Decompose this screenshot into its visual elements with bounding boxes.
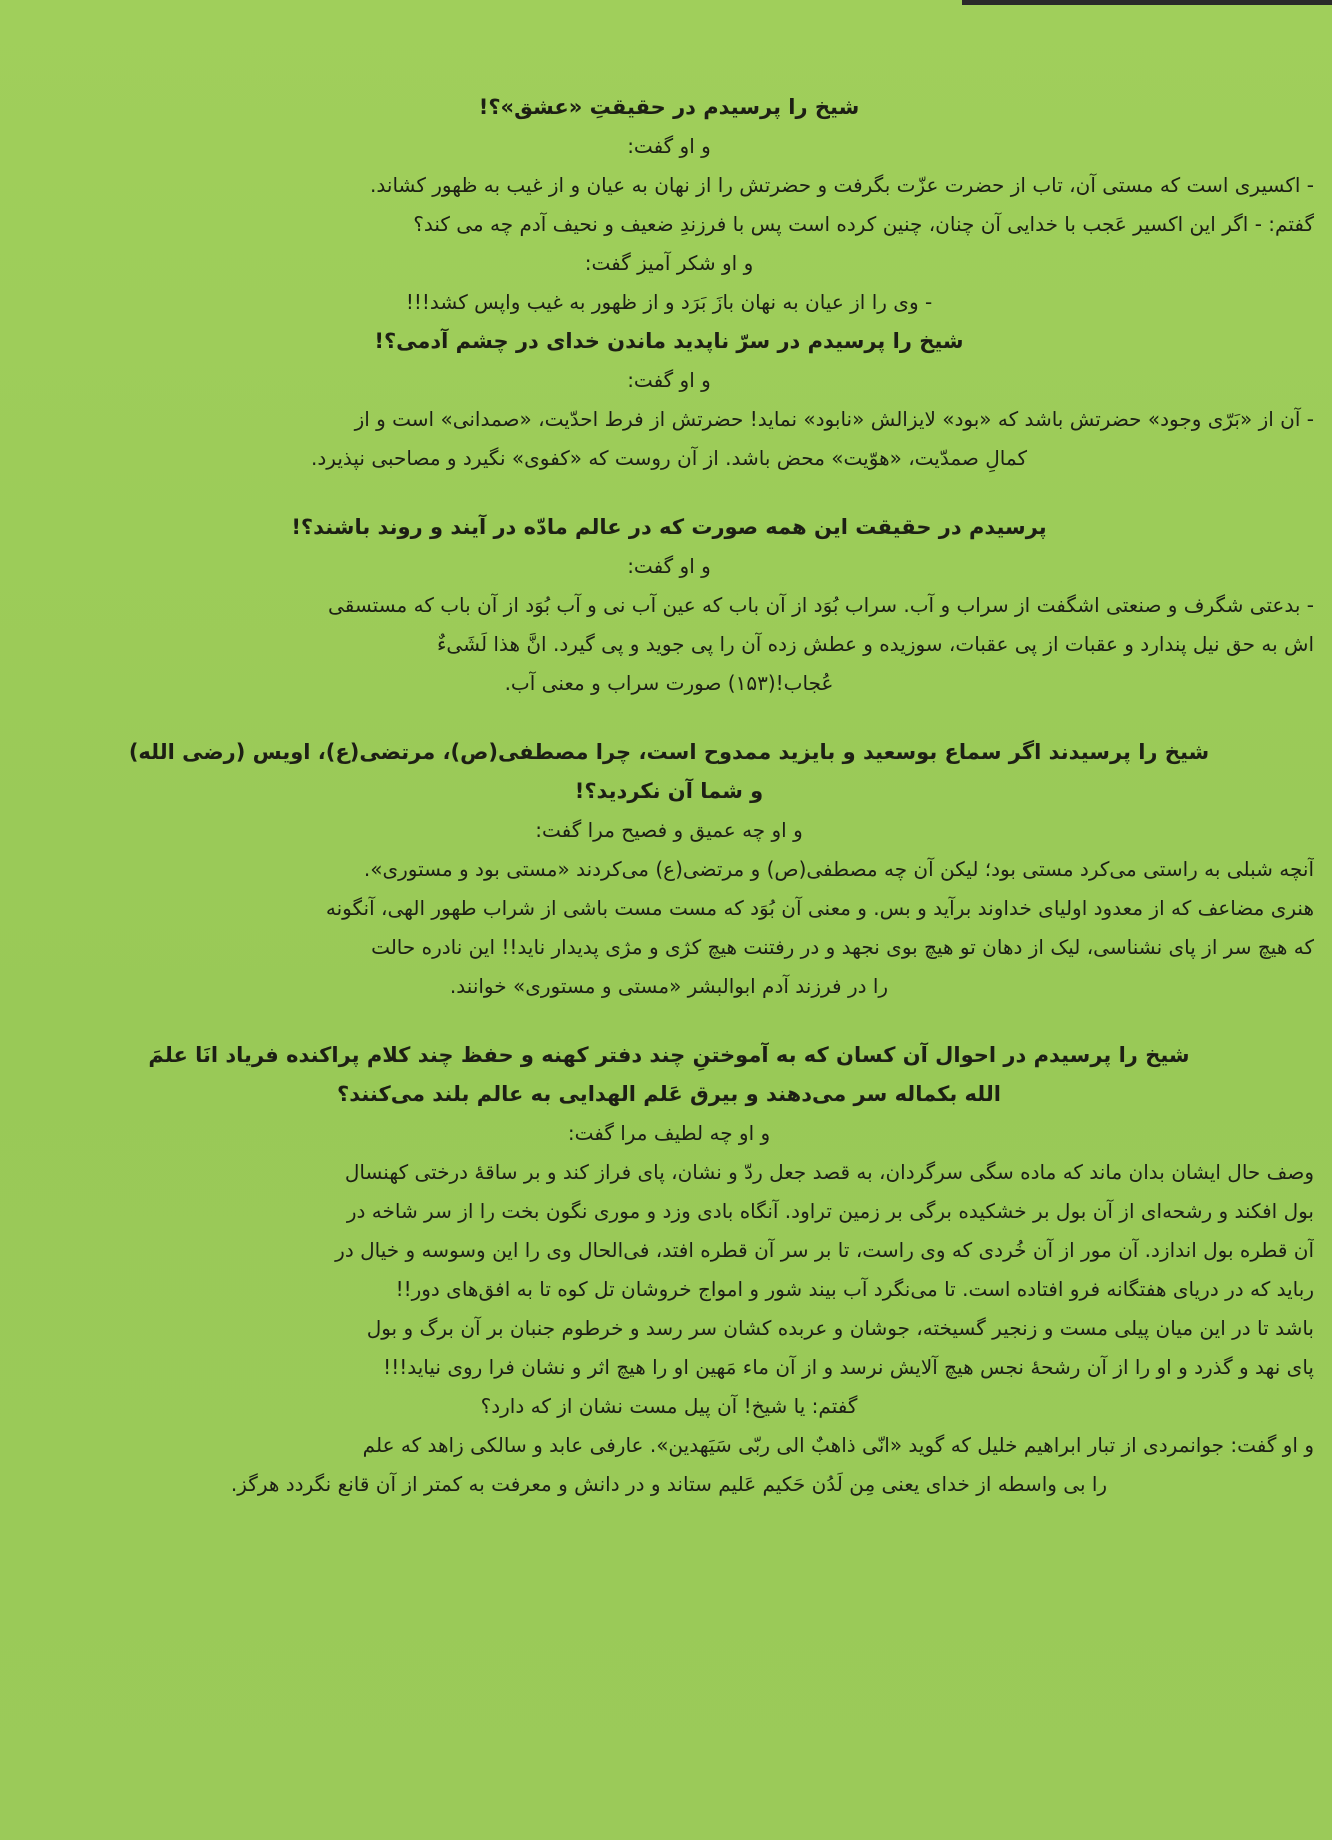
section-heading: و شما آن نکردید؟! (574, 779, 764, 803)
paragraph-line: بول افکند و رشحه‌ای از آن بول بر خشکیده برگی بر زمین تراود. آنگاه بادی وزد و موری نگون بخت را از سر شاخه در (346, 1199, 1314, 1223)
section-hidden-god (24, 322, 1314, 478)
paragraph-line: - اکسیری است که مستی آن، تاب از حضرت عزّت بگرفت و حضرتش را از نهان به عیان و از غیب به ظهور کشاند. (370, 173, 1314, 197)
paragraph-line: و او گفت: جوانمردی از تبار ابراهیم خلیل که گوید «انّی ذاهبٌ الی ربّی سَیَهدین». عارفی عابد و سالکی زاهد که علم (362, 1433, 1314, 1457)
paragraph-line: عُجاب!(۱۵۳) صورت سراب و معنی آب. (504, 671, 834, 695)
paragraph-line: که هیچ سر از پای نشناسی، لیک از دهان تو هیچ بوی نجهد و در رفتنت هیچ کژی و مژی پدیدار ناید!! این نادره حالت (371, 935, 1314, 959)
paragraph-line: وصف حال ایشان بدان ماند که ماده سگی سرگردان، به قصد جعل ردّ و نشان، پای فراز کند و بر ساقهٔ درختی کهنسال (344, 1160, 1314, 1184)
paragraph-line: رباید که در دریای هفتگانه فرو افتاده است. تا می‌نگرد آب بیند شور و امواج خروشان تل کوه تا به افق‌های دور!! (395, 1277, 1314, 1301)
paragraph-line: گفتم: - اگر این اکسیر عَجب با خدایی آن چنان، چنین کرده است پس با فرزندِ ضعیف و نحیف آدم چه می کند؟ (413, 212, 1314, 236)
section-heading: شیخ را پرسیدم در سرّ ناپدید ماندن خدای در چشم آدمی؟! (374, 329, 964, 353)
section-heading: شیخ را پرسیدم در حقیقتِ «عشق»؟! (478, 95, 860, 119)
speaker-line: و او گفت: (627, 368, 711, 392)
speaker-line: و او گفت: (627, 554, 711, 578)
speaker-line: و او چه عمیق و فصیح مرا گفت: (535, 818, 803, 842)
section-sama (24, 733, 1314, 1006)
section-heading: شیخ را پرسیدند اگر سماع بوسعید و بایزید ممدوح است، چرا مصطفی(ص)، مرتضی(ع)، اویس (رضی الله) (128, 740, 1210, 764)
paragraph-line: آن قطره بول اندازد. آن مور از آن خُردی که وی راست، تا بر سر آن قطره افتد، فی‌الحال وی را این وسوسه و خیال در (335, 1238, 1314, 1262)
paragraph-line: - آن از «بَرّی وجود» حضرتش باشد که «بود» لایزالش «نابود» نماید! حضرتش از فرط احدّیت، «صمدانی» است و از (354, 407, 1314, 431)
paragraph-line: را در فرزند آدم ابوالبشر «مستی و مستوری» خوانند. (449, 974, 889, 998)
section-scholars (24, 1036, 1314, 1504)
paragraph-line: اش به حق نیل پندارد و عقبات از پی عقبات، سوزیده و عطش زده آن را پی جوید و پی گیرد. انَّ هذا لَشَیءٌ (437, 632, 1314, 656)
section-heading: شیخ را پرسیدم در احوال آن کسان که به آموختنِ چند دفتر کهنه و حفظ چند کلام پراکنده فریاد انَا علمَ (148, 1043, 1190, 1067)
section-mirage (24, 508, 1314, 703)
text-body (24, 88, 1314, 1504)
speaker-line: و او چه لطیف مرا گفت: (567, 1121, 771, 1145)
section-love (24, 88, 1314, 322)
paragraph-line: باشد تا در این میان پیلی مست و زنجیر گسیخته، جوشان و عربده کشان سر رسد و خرطوم جنبان بر آن برگ و بول (366, 1316, 1314, 1340)
section-gap (24, 478, 1314, 508)
section-gap (24, 703, 1314, 733)
section-gap (24, 1006, 1314, 1036)
speaker-line: و او شکر آمیز گفت: (584, 251, 754, 275)
section-heading: پرسیدم در حقیقت این همه صورت که در عالم مادّه در آیند و روند باشند؟! (291, 515, 1047, 539)
paragraph-line: هنری مضاعف که از معدود اولیای خداوند برآید و بس. و معنی آن بُوَد که مست مست باشی از شراب طهور الهی، آنگونه (325, 896, 1314, 920)
top-edge-shadow (962, 0, 1332, 5)
paragraph-line: گفتم: یا شیخ! آن پیل مست نشان از که دارد؟ (480, 1394, 858, 1418)
speaker-line: و او گفت: (627, 134, 711, 158)
paragraph-line: آنچه شبلی به راستی می‌کرد مستی بود؛ لیکن آن چه مصطفی(ص) و مرتضی(ع) می‌کردند «مستی بود و مستوری». (363, 857, 1314, 881)
paragraph-line: - بدعتی شگرف و صنعتی اشگفت از سراب و آب. سراب بُوَد از آن باب که عین آب نی و آب بُوَد از آن باب که مستسقی (328, 593, 1314, 617)
section-heading: الله بکماله سر می‌دهند و بیرق عَلم الهدایی به عالم بلند می‌کنند؟ (337, 1082, 1001, 1106)
paragraph-line: پای نهد و گذرد و او را از آن رشحهٔ نجس هیچ آلایش نرسد و از آن ماء مَهین او را هیچ اثر و نشان فرا روی نیاید!!! (383, 1355, 1314, 1379)
paragraph-line: - وی را از عیان به نهان بازَ بَرَد و از ظهور به غیب واپس کشد!!! (405, 290, 933, 314)
paragraph-line: کمالِ صمدّیت، «هوّیت» محض باشد. از آن روست که «کفوی» نگیرد و مصاحبی نپذیرد. (311, 446, 1027, 470)
paragraph-line: را بی واسطه از خدای یعنی مِن لَدُن حَکیم عَلیم ستاند و در دانش و معرفت به کمتر از آن قانع نگردد هرگز. (230, 1472, 1108, 1496)
